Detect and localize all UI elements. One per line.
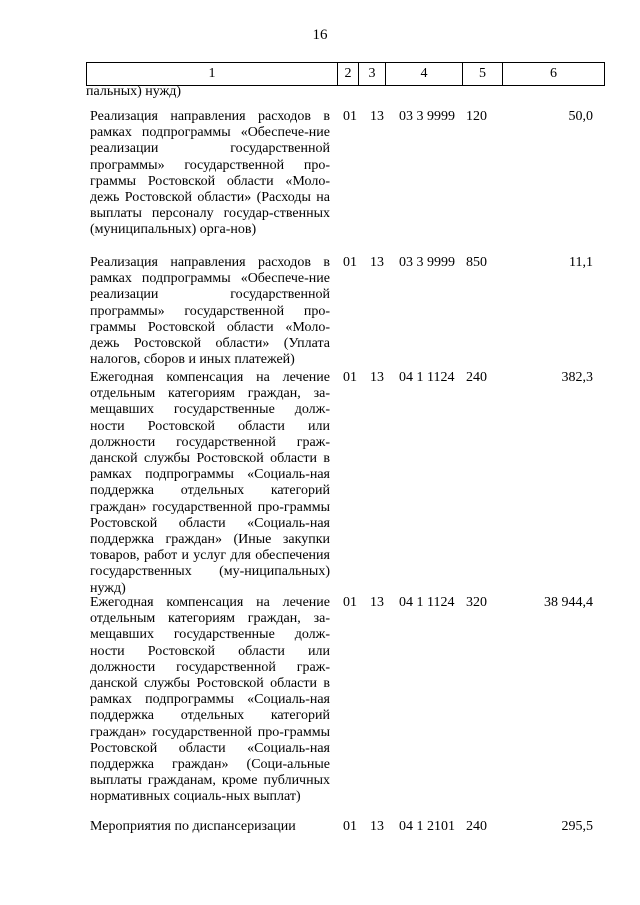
header-col-6: 6 [503, 63, 605, 86]
row-subsection: 13 [370, 370, 384, 385]
continuation-text: пальных) нужд) [86, 84, 182, 99]
row-section: 01 [343, 819, 357, 834]
row-amount: 50,0 [568, 109, 593, 124]
row-description: Реализация направления расходов в рамках подпрограммы «Обеспече-ние реализации государственной программы» государственной про-граммы Ростовской области «Моло-дежь Ростовской области» (Расходы на выплаты персоналу государ-ственных (муниципальных) орга-нов) [90, 109, 330, 238]
row-description: Реализация направления расходов в рамках подпрограммы «Обеспече-ние реализации государственной программы» государственной про-граммы Ростовской области «Моло-дежь Ростовской области» (Уплата налогов, сборов и иных платежей) [90, 255, 330, 368]
header-col-5: 5 [463, 63, 503, 86]
row-description: Мероприятия по диспансеризации [90, 819, 296, 834]
row-section: 01 [343, 109, 357, 124]
row-expense-type: 120 [466, 109, 487, 124]
row-section: 01 [343, 595, 357, 610]
row-subsection: 13 [370, 819, 384, 834]
row-section: 01 [343, 255, 357, 270]
row-target-code: 03 3 9999 [399, 255, 455, 270]
page-number: 16 [312, 27, 328, 43]
row-subsection: 13 [370, 255, 384, 270]
row-target-code: 04 1 1124 [399, 595, 455, 610]
row-target-code: 03 3 9999 [399, 109, 455, 124]
table-header [86, 62, 605, 86]
row-amount: 38 944,4 [544, 595, 593, 610]
header-col-3: 3 [359, 63, 386, 86]
row-target-code: 04 1 1124 [399, 370, 455, 385]
row-target-code: 04 1 2101 [399, 819, 455, 834]
row-subsection: 13 [370, 109, 384, 124]
row-expense-type: 850 [466, 255, 487, 270]
row-expense-type: 240 [466, 819, 487, 834]
row-section: 01 [343, 370, 357, 385]
row-description: Ежегодная компенсация на лечение отдельным категориям граждан, за-мещавших государственные долж-ности Ростовской области или должности государственной граж-данской службы Ростовской области в рамках подпрограммы «Социаль-ная поддержка отдельных категорий граждан» государственной про-граммы Ростовской области «Социаль-ная поддержка граждан» (Иные закупки товаров, работ и услуг для обеспечения государственных (му-ниципальных) нужд) [90, 370, 330, 596]
row-expense-type: 320 [466, 595, 487, 610]
row-amount: 382,3 [561, 370, 593, 385]
row-subsection: 13 [370, 595, 384, 610]
row-amount: 11,1 [569, 255, 593, 270]
row-description: Ежегодная компенсация на лечение отдельным категориям граждан, за-мещавших государственные долж-ности Ростовской области или должности государственной граж-данской службы Ростовской области в рамках подпрограммы «Социаль-ная поддержка отдельных категорий граждан» государственной про-граммы Ростовской области «Социаль-ная поддержка граждан» (Соци-альные выплаты гражданам, кроме публичных нормативных социаль-ных выплат) [90, 595, 330, 805]
row-expense-type: 240 [466, 370, 487, 385]
row-amount: 295,5 [561, 819, 593, 834]
header-col-2: 2 [338, 63, 359, 86]
header-col-1: 1 [87, 63, 338, 86]
header-col-4: 4 [386, 63, 463, 86]
